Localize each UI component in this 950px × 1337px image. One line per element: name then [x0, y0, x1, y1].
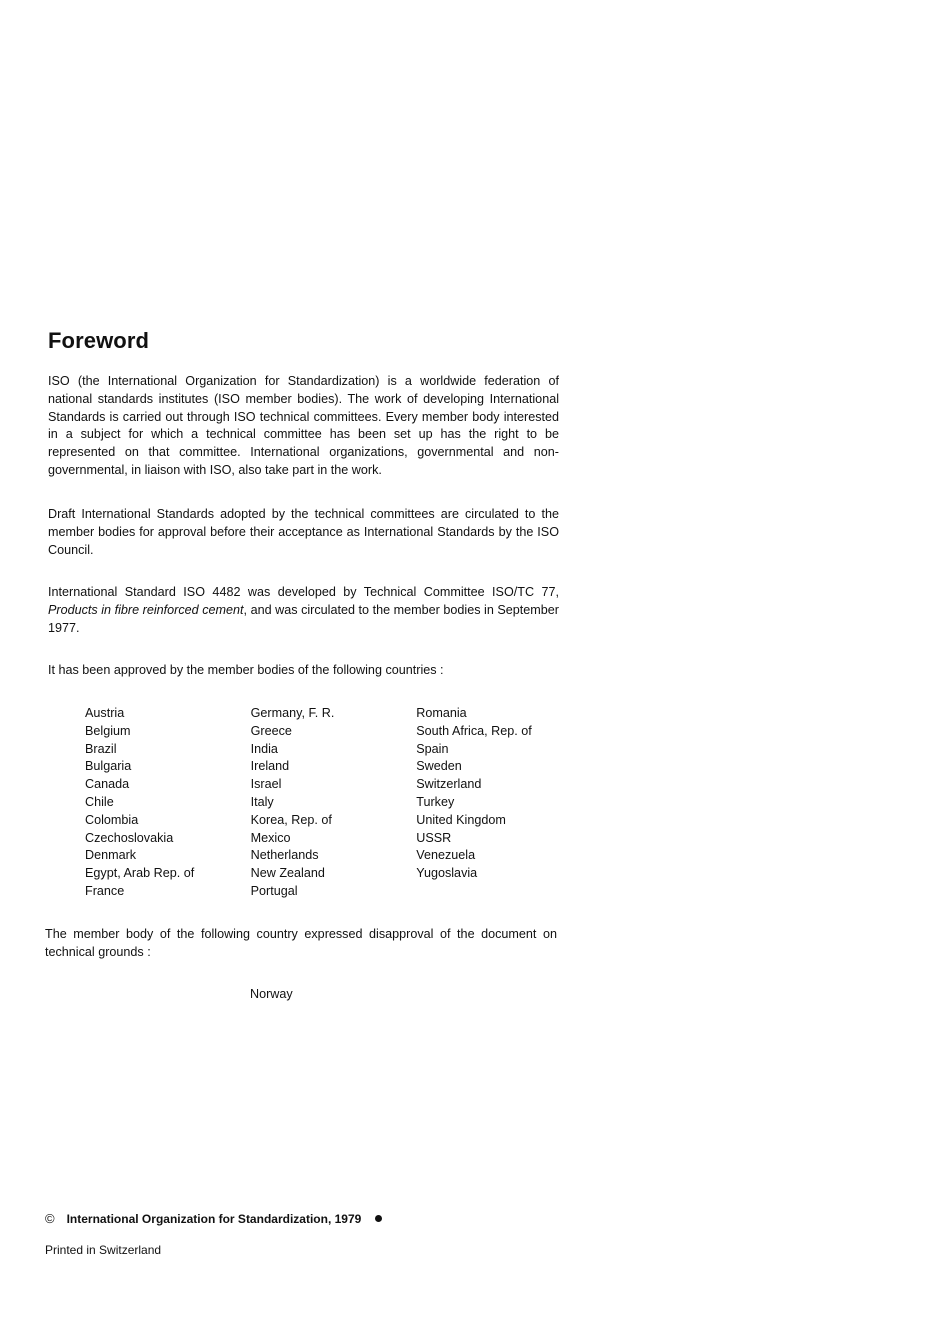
country-item: Czechoslovakia [85, 830, 174, 845]
approval-intro: It has been approved by the member bodies of the following countries : [48, 663, 444, 677]
copyright-line [45, 1211, 382, 1226]
countries-column-2 [251, 705, 417, 901]
disapproving-country: Norway [250, 987, 293, 1001]
country-item: Romania [416, 706, 467, 720]
country-item: Netherlands [250, 848, 319, 863]
country-item: Ireland [250, 759, 290, 774]
country-item: Portugal [250, 883, 298, 898]
country-item: Venezuela [416, 848, 476, 863]
country-item: Belgium [85, 723, 131, 738]
country-item: USSR [416, 830, 452, 845]
country-item: South Africa, Rep. of [416, 723, 532, 738]
country-item: Israel [250, 777, 282, 792]
country-item: Korea, Rep. of [250, 812, 332, 827]
country-item: Austria [85, 706, 125, 720]
foreword-paragraph-3 [48, 584, 559, 637]
country-item: Canada [85, 777, 130, 792]
country-item: Yugoslavia [416, 866, 478, 881]
country-item: Turkey [416, 794, 455, 809]
approving-countries-list [85, 705, 565, 901]
foreword-paragraph-2: Draft International Standards adopted by the technical committees are circulated to the member bodies for approval before their acceptance as International Standards by the ISO Council. [48, 507, 559, 557]
bullet-dot-icon [375, 1215, 382, 1222]
countries-column-3 [416, 705, 565, 901]
country-item: New Zealand [250, 866, 325, 881]
country-item: Germany, F. R. [250, 706, 335, 720]
country-item: Bulgaria [85, 759, 132, 774]
circulation-info-text: , and was circulated to the member bodies in September 1977. [48, 602, 560, 635]
disapproval-intro: The member body of the following country expressed disapproval of the document on technical grounds : [45, 927, 557, 959]
country-item: Denmark [85, 848, 137, 863]
country-item: Sweden [416, 759, 462, 774]
country-item: Egypt, Arab Rep. of [85, 866, 195, 881]
country-item: United Kingdom [416, 812, 506, 827]
countries-column-1 [85, 705, 251, 901]
committee-title: Products in fibre reinforced cement [48, 602, 244, 617]
country-item: Greece [250, 723, 292, 738]
country-item: India [250, 741, 278, 756]
copyright-text: International Organization for Standardization, 1979 [66, 1211, 362, 1226]
country-item: Mexico [250, 830, 291, 845]
printed-location: Printed in Switzerland [45, 1243, 162, 1257]
country-item: Brazil [85, 741, 117, 756]
country-item: Switzerland [416, 777, 482, 792]
page-title: Foreword [48, 328, 150, 353]
country-item: Chile [85, 794, 114, 809]
copyright-icon: © [45, 1211, 55, 1226]
country-item: France [85, 883, 125, 898]
standard-info-text: International Standard ISO 4482 was developed by Technical Committee ISO/TC 77, [48, 585, 559, 599]
foreword-paragraph-1: ISO (the International Organization for Standardization) is a worldwide federation of national standards institutes (ISO member bodies). The work of developing International Standards is carried out through ISO technical committees. Every member body interested in a subject for which a technical committee has been set up has the right to be represented on that committee. International organizations, governmental and non-governmental, in liaison with ISO, also take part in the work. [48, 374, 559, 477]
country-item: Italy [250, 794, 274, 809]
country-item: Colombia [85, 812, 139, 827]
country-item: Spain [416, 741, 449, 756]
